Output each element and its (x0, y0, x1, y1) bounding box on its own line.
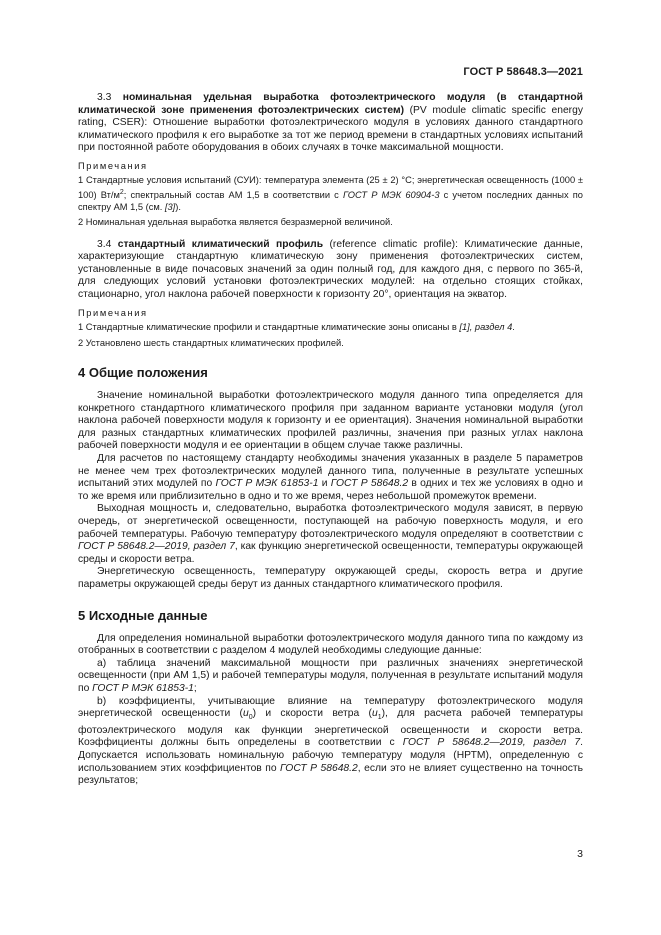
term-definition: (reference climatic profile): Климатические данные, характеризующие стандартную климатическую зону применения фотоэлектрических систем, установленные в виде почасовых значений за один полный год, для каждого дня, с первого по 365-й, для следующих условий установки фотоэлектрических модулей: на отдельно стоящих стойках, стационарно, угол наклона рабочей поверхности к горизонту 20°, ориентация на экватор. (78, 238, 583, 300)
page-number: 3 (577, 848, 583, 860)
note-item: 1 Стандартные условия испытаний (СУИ): температура элемента (25 ± 2) °С; энергетическая освещенность (1000 ± 100) $Вт/м^2$; спектральный состав АМ 1,5 в соответствии с ГОСТ Р МЭК 60904-3 с учетом последних данных по спектру АМ 1,5 (см. [3]). (78, 175, 583, 212)
term-3-3 (78, 92, 583, 155)
paragraph: Для определения номинальной выработки фотоэлектрического модуля данного типа по каждому из отобранных в соответствии с разделом 4 модулей необходимы следующие данные: (78, 632, 583, 657)
paragraph: Значение номинальной выработки фотоэлектрического модуля данного типа определяется для конкретного стандартного климатического профиля при заданном варианте установки модуля (угол наклона рабочей поверхности модуля к горизонту и ее ориентация). Значения номинальной выработки для разных стандартных климатических профилей различны, значения при разных углах наклона рабочей поверхности модуля и ее ориентации в общем случае также различны. (78, 390, 583, 452)
note-item: 1 Стандартные климатические профили и стандартные климатические зоны описаны в [1], раздел 4. (78, 322, 515, 333)
section-4-title: 4 Общие положения (78, 365, 208, 381)
notes-heading: Примечания (78, 307, 148, 318)
term-number: 3.4 (97, 238, 112, 250)
term-definition: (PV module climatic specific energy rating, CSER): Отношение выработки фотоэлектрического модуля в условиях данного стандартного климатического профиля к его выработке за тот же период времени в стандартных условиях испытаний при постоянной работе оборудования в обоих случаях в точке максимальной мощности. (78, 104, 583, 154)
document-header: ГОСТ Р 58648.3—2021 (463, 66, 583, 78)
page-content (78, 92, 583, 788)
term-3-4 (78, 239, 583, 302)
term-title: стандартный климатический профиль (117, 238, 324, 250)
section-5-title: 5 Исходные данные (78, 607, 208, 623)
paragraph: Выходная мощность и, следовательно, выработка фотоэлектрического модуля зависят, в первую очередь, от энергетической освещенности, поступающей на рабочую поверхность модуля, и его рабочей температуры. Рабочую температуру фотоэлектрического модуля определяют в соответствии с ГОСТ Р 58648.2—2019, раздел 7, как функцию энергетической освещенности, температуры окружающей среды и скорости ветра. (78, 503, 583, 565)
list-item: b) коэффициенты, учитывающие влияние на температуру фотоэлектрического модуля энергетической освещенности $(u_0)$ и скорости ветра $(u_1)$, для расчета рабочей температуры фотоэлектрического модуля как функции энергетической освещенности и скорости ветра. Коэффициенты должны быть определены в соответствии с ГОСТ Р 58648.2—2019, раздел 7. Допускается использовать номинальную рабочую температуру модуля (НРТМ), определенную с использованием этих коэффициентов по ГОСТ Р 58648.2, если это не влияет существенно на точность результатов; (78, 695, 583, 787)
list-item: а) таблица значений максимальной мощности при различных значениях энергетической освещенности (при АМ 1,5) и рабочей температуры модуля, полученная в результате испытаний модуля по ГОСТ Р МЭК 61853-1; (78, 657, 583, 694)
term-title: номинальная удельная выработка фотоэлектрического модуля (в стандартной климатической зоне применения фотоэлектрических систем) (78, 92, 583, 116)
note-item: 2 Номинальная удельная выработка является безразмерной величиной. (78, 217, 393, 228)
notes-heading: Примечания (78, 160, 148, 171)
paragraph: Для расчетов по настоящему стандарту необходимы значения указанных в разделе 5 параметров не менее чем трех фотоэлектрических модулей данного типа, полученные в результате успешных испытаний этих модулей по ГОСТ Р МЭК 61853-1 и ГОСТ Р 58648.2 в одних и тех же условиях в одно и то же время или приблизительно в одно и то же время, через небольшой промежуток времени. (78, 453, 583, 502)
term-number: 3.3 (97, 92, 112, 103)
note-item: 2 Установлено шесть стандартных климатических профилей. (78, 337, 344, 348)
paragraph: Энергетическую освещенность, температуру окружающей среды, скорость ветра и другие параметры окружающей среды берут из данных стандартного климатического профиля. (78, 566, 583, 590)
